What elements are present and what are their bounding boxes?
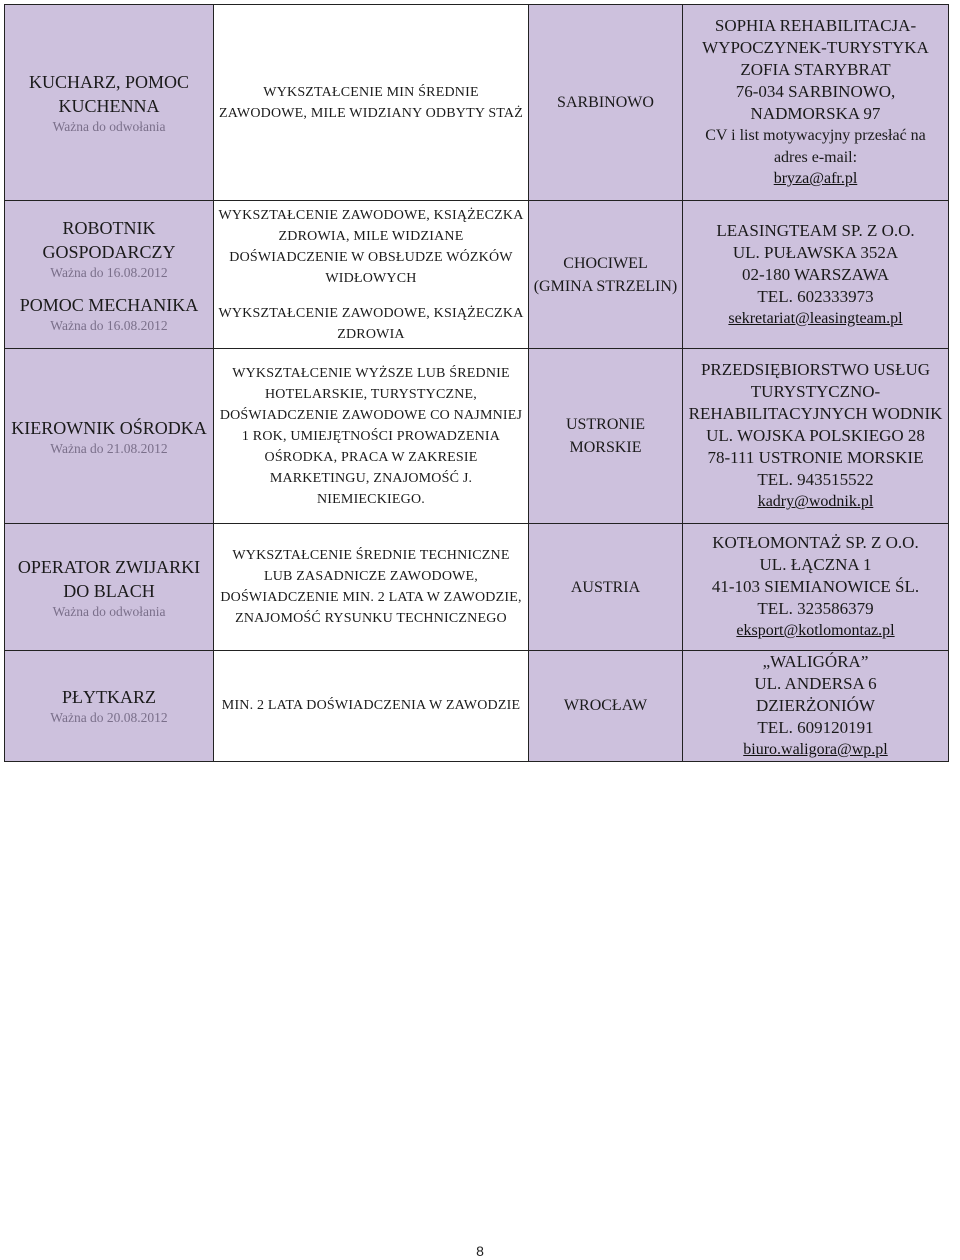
- job-title: OPERATOR ZWIJARKI DO BLACH: [17, 556, 201, 601]
- job-offers-table: [4, 4, 949, 762]
- location-text: SARBINOWO: [557, 94, 654, 111]
- location-text: WROCŁAW: [563, 697, 648, 715]
- location-text: USTRONIE MORSKIE: [565, 416, 646, 456]
- requirements-cell: [214, 651, 529, 762]
- phone-number: TEL. 609120191: [757, 718, 874, 737]
- location-cell: [529, 524, 683, 651]
- address-line: UL. ŁĄCZNA 1: [759, 555, 872, 575]
- job-title: KIEROWNIK OŚRODKA: [11, 417, 207, 438]
- address-line: DZIERŻONIÓW: [756, 696, 875, 715]
- employer-name: KOTŁOMONTAŻ SP. Z O.O.: [712, 533, 919, 553]
- location-cell: [529, 651, 683, 762]
- contact-cell: [683, 651, 949, 762]
- address-line: 78-111 USTRONIE MORSKIE: [707, 448, 924, 468]
- validity-note: Ważna do odwołania: [52, 119, 166, 134]
- contact-cell: [683, 5, 949, 201]
- table-row: [5, 201, 949, 349]
- job-cell: [5, 5, 214, 201]
- location-text: CHOCIWEL (GMINA STRZELIN): [533, 254, 678, 295]
- requirements-cell: [214, 524, 529, 651]
- email-link[interactable]: eksport@kotlomontaz.pl: [736, 622, 895, 640]
- table-row: [5, 349, 949, 524]
- phone-number: TEL. 943515522: [757, 470, 874, 490]
- requirements-cell: [214, 349, 529, 524]
- location-cell: [529, 5, 683, 201]
- contact-cell: [683, 349, 949, 524]
- contact-cell: [683, 524, 949, 651]
- requirement-text: WYKSZTAŁCENIE WYŻSZE LUB ŚREDNIE HOTELARSKIE, TURYSTYCZNE, DOŚWIADCZENIE ZAWODOWE CO NAJMNIEJ 1 ROK, UMIEJĘTNOŚCI PROWADZENIA OŚRODKA, PRACA W ZAKRESIE MARKETINGU, ZNAJOMOŚĆ J. NIEMIECKIEGO.: [219, 365, 523, 507]
- job-cell: [5, 349, 214, 524]
- requirement-text: WYKSZTAŁCENIE ZAWODOWE, KSIĄŻECZKA ZDROWIA: [218, 305, 524, 342]
- address-line: UL. WOJSKA POLSKIEGO 28: [706, 426, 925, 446]
- job-cell: [5, 524, 214, 651]
- employer-name: SOPHIA REHABILITACJA-WYPOCZYNEK-TURYSTYKA: [702, 16, 929, 58]
- validity-note: Ważna do odwołania: [52, 603, 166, 619]
- application-note: CV i list motywacyjny przesłać na adres e-mail:: [705, 127, 926, 166]
- phone-number: TEL. 602333973: [757, 286, 874, 306]
- email-link[interactable]: biuro.waligora@wp.pl: [743, 741, 888, 758]
- address-line: UL. PUŁAWSKA 352A: [732, 242, 899, 262]
- email-link[interactable]: bryza@afr.pl: [773, 170, 858, 188]
- job-title: PŁYTKARZ: [62, 687, 156, 708]
- phone-number: TEL. 323586379: [757, 599, 874, 619]
- employer-name: LEASINGTEAM SP. Z O.O.: [716, 220, 915, 240]
- address-line: 02-180 WARSZAWA: [741, 264, 890, 284]
- job-title: POMOC MECHANIKA: [19, 294, 199, 315]
- job-cell: [5, 201, 214, 349]
- address-line: UL. ANDERSA 6: [754, 674, 877, 693]
- requirements-cell: [214, 201, 529, 349]
- requirement-text: WYKSZTAŁCENIE ŚREDNIE TECHNICZNE LUB ZASADNICZE ZAWODOWE, DOŚWIADCZENIE MIN. 2 LATA W ZAWODZIE, ZNAJOMOŚĆ RYSUNKU TECHNICZNEGO: [220, 548, 522, 626]
- requirements-cell: [214, 5, 529, 201]
- employer-name: „WALIGÓRA”: [762, 652, 869, 671]
- employer-name: PRZEDSIĘBIORSTWO USŁUG TURYSTYCZNO-REHABILITACYJNYCH WODNIK: [688, 360, 943, 424]
- validity-note: Ważna do 16.08.2012: [50, 264, 168, 280]
- address-line: 41-103 SIEMIANOWICE ŚL.: [711, 577, 920, 597]
- email-link[interactable]: sekretariat@leasingteam.pl: [728, 309, 903, 327]
- validity-note: Ważna do 20.08.2012: [50, 710, 168, 726]
- location-text: AUSTRIA: [570, 578, 641, 596]
- validity-note: Ważna do 21.08.2012: [50, 440, 168, 456]
- location-cell: [529, 201, 683, 349]
- address-line: 76-034 SARBINOWO, NADMORSKA 97: [735, 82, 896, 124]
- table-row: [5, 524, 949, 651]
- email-link[interactable]: kadry@wodnik.pl: [757, 493, 874, 511]
- job-cell: [5, 651, 214, 762]
- job-title: KUCHARZ, POMOC KUCHENNA: [28, 72, 190, 116]
- validity-note: Ważna do 16.08.2012: [50, 317, 168, 333]
- requirement-text: WYKSZTAŁCENIE ZAWODOWE, KSIĄŻECZKA ZDROWIA, MILE WIDZIANE DOŚWIADCZENIE W OBSŁUDZE WÓZKÓW WIDŁOWYCH: [218, 207, 524, 286]
- table-row: [5, 651, 949, 762]
- requirement-text: MIN. 2 LATA DOŚWIADCZENIA W ZAWODZIE: [221, 698, 521, 714]
- location-cell: [529, 349, 683, 524]
- job-title: ROBOTNIK GOSPODARCZY: [42, 217, 176, 262]
- requirement-text: WYKSZTAŁCENIE MIN ŚREDNIE ZAWODOWE, MILE WIDZIANY ODBYTY STAŻ: [218, 84, 523, 121]
- contact-person: ZOFIA STARYBRAT: [740, 60, 891, 80]
- contact-cell: [683, 201, 949, 349]
- page-number: 8: [476, 1243, 484, 1259]
- table-row: [5, 5, 949, 201]
